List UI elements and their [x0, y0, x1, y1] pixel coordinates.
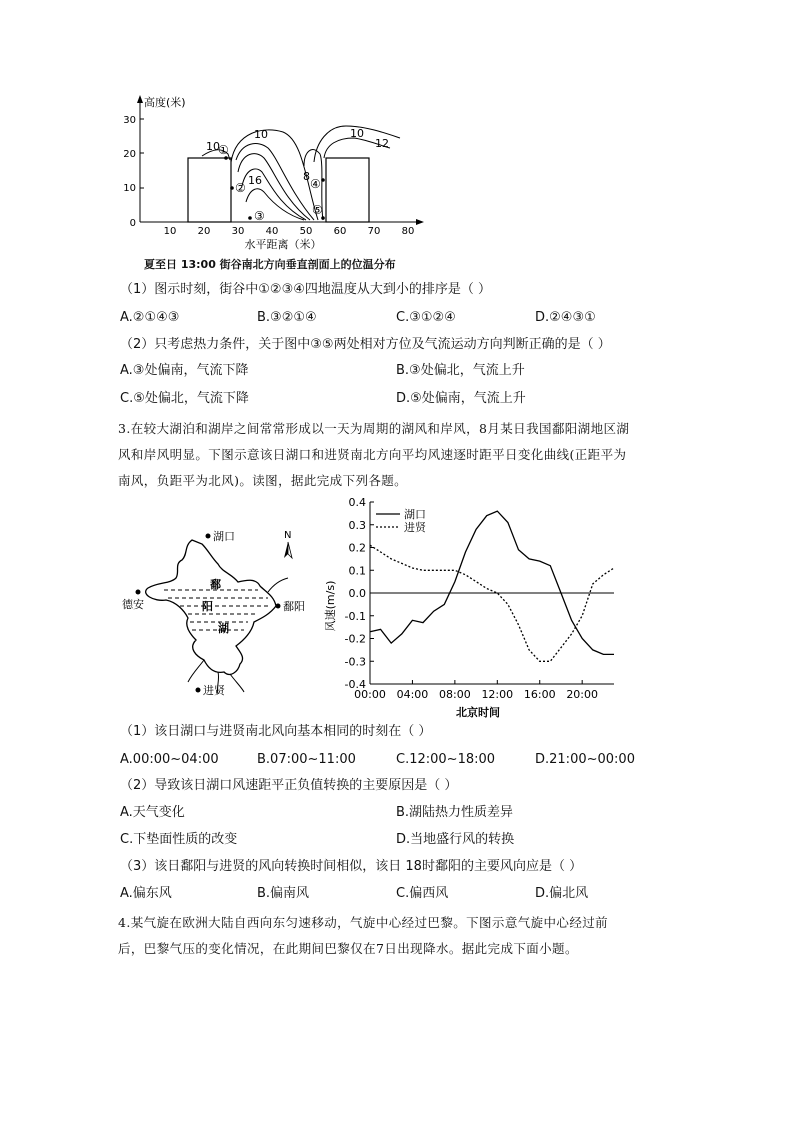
poyang-lake-map: [118, 522, 318, 702]
q3-intro-line: 风和岸风明显。下图示意该日湖口和进贤南北方向平均风速逐时距平日变化曲线(正距平为: [118, 447, 627, 462]
fig1-xtick: 70: [367, 226, 381, 237]
lake-char: 鄱: [210, 578, 221, 591]
fig1-xtick: 10: [163, 226, 177, 237]
q3-1-option-c[interactable]: C.12:00~18:00: [396, 752, 496, 767]
q3-2-stem: （2）导致该日湖口风速距平正负值转换的主要原因是（ ）: [120, 778, 458, 793]
chart-xtick-label: 04:00: [396, 688, 429, 701]
chart-xtick-label: 12:00: [481, 688, 514, 701]
north-label: N: [284, 530, 292, 541]
contour-label: 8: [303, 170, 310, 183]
chart-ytick-label: -0.2: [344, 632, 366, 646]
q3-3-option-c[interactable]: C.偏西风: [396, 886, 449, 901]
series-line-jinxian: [370, 545, 614, 661]
fig1-xtick: 20: [197, 226, 211, 237]
fig1-xtick: 40: [265, 226, 279, 237]
fig1-caption: 夏至日 13:00 街谷南北方向垂直剖面上的位温分布: [144, 258, 396, 271]
q3-3-option-a[interactable]: A.偏东风: [120, 886, 172, 901]
street-canyon-figure: [118, 92, 448, 250]
place-poyang: 鄱阳: [283, 600, 305, 613]
fig1-ytick: 10: [123, 183, 136, 194]
chart-ylabel: 风速(m/s): [324, 580, 337, 632]
chart-ytick-label: -0.4: [344, 678, 366, 691]
point-5: ⑤: [312, 203, 323, 217]
point-1: ①: [218, 143, 229, 157]
fig1-ytick: 0: [129, 218, 136, 229]
q2-2-option-d[interactable]: D.⑤处偏南，气流上升: [396, 391, 526, 406]
q4-intro-line: 后，巴黎气压的变化情况，在此期间巴黎仅在7日出现降水。据此完成下面小题。: [118, 941, 578, 956]
point-2: ②: [235, 181, 246, 195]
q3-1-stem: （1）该日湖口与进贤南北风向基本相同的时刻在（ ）: [120, 724, 432, 739]
q2-2-option-c[interactable]: C.⑤处偏北，气流下降: [120, 391, 249, 406]
q3-1-option-b[interactable]: B.07:00~11:00: [257, 752, 356, 767]
chart-ytick-label: 0.0: [348, 587, 366, 600]
contour-label: 12: [375, 137, 389, 150]
legend-label: 湖口: [404, 508, 426, 521]
north-arrow-icon: [284, 530, 292, 558]
q3-2-option-d[interactable]: D.当地盛行风的转换: [396, 832, 515, 847]
contour-label: 16: [248, 174, 262, 187]
place-dean: 德安: [122, 598, 144, 611]
q3-intro: [118, 416, 629, 494]
fig1-ytick: 20: [123, 149, 136, 160]
wind-speed-chart: [318, 492, 628, 724]
q3-2-option-c[interactable]: C.下垫面性质的改变: [120, 832, 238, 847]
building-right: [326, 158, 369, 222]
contour-label: 10: [350, 127, 364, 140]
fig1-xlabel: 水平距离（米）: [244, 238, 322, 250]
fig1-ylabel: 高度(米): [144, 96, 186, 109]
building-left: [188, 158, 231, 222]
chart-ytick-label: 0.2: [348, 541, 366, 555]
contour-label: 10: [254, 128, 268, 141]
chart-ytick-label: 0.3: [348, 518, 366, 532]
q4-intro-line: 4.某气旋在欧洲大陆自西向东匀速移动，气旋中心经过巴黎。下图示意气旋中心经过前: [118, 915, 609, 930]
q3-1-option-d[interactable]: D.21:00~00:00: [535, 752, 635, 767]
chart-ytick-label: 0.4: [348, 496, 366, 509]
lake-char: 湖: [218, 622, 229, 635]
point-4: ④: [310, 177, 321, 191]
chart-xtick-label: 16:00: [523, 688, 556, 701]
chart-xtick-label: 00:00: [354, 688, 386, 701]
fig1-xtick: 80: [401, 226, 415, 237]
q2-2-option-b[interactable]: B.③处偏北，气流上升: [396, 363, 525, 378]
q2-1-option-b[interactable]: B.③②①④: [257, 310, 317, 325]
point-3: ③: [254, 209, 265, 223]
q2-1-option-c[interactable]: C.③①②④: [396, 310, 456, 325]
chart-ytick-label: -0.1: [344, 609, 366, 623]
fig1-ytick: 30: [123, 115, 136, 126]
place-jinxian: 进贤: [203, 684, 225, 697]
q2-1-option-a[interactable]: A.②①④③: [120, 310, 180, 325]
chart-xtick-label: 20:00: [566, 688, 599, 701]
chart-xlabel: 北京时间: [456, 706, 500, 719]
q2-2-stem: （2）只考虑热力条件，关于图中③⑤两处相对方位及气流运动方向判断正确的是（ ）: [120, 337, 611, 352]
q3-1-option-a[interactable]: A.00:00~04:00: [120, 752, 219, 767]
q4-intro: [118, 910, 608, 962]
fig1-xtick: 60: [333, 226, 347, 237]
contour-label: 10: [206, 140, 220, 153]
legend-label: 进贤: [404, 521, 426, 534]
q3-3-option-b[interactable]: B.偏南风: [257, 886, 310, 901]
q3-2-option-b[interactable]: B.湖陆热力性质差异: [396, 805, 514, 820]
chart-xtick-label: 08:00: [439, 688, 471, 701]
q3-3-stem: （3）该日鄱阳与进贤的风向转换时间相似，该日 18时鄱阳的主要风向应是（ ）: [120, 859, 583, 874]
place-hukou: 湖口: [213, 530, 235, 543]
fig1-xtick: 50: [299, 226, 313, 237]
q3-2-option-a[interactable]: A.天气变化: [120, 805, 185, 820]
q3-intro-line: 3.在较大湖泊和湖岸之间常常形成以一天为周期的湖风和岸风，8月某日我国鄱阳湖地区湖: [118, 421, 630, 436]
q2-1-stem: （1）图示时刻，街谷中①②③④四地温度从大到小的排序是（ ）: [120, 282, 492, 297]
chart-ytick-label: -0.3: [344, 655, 366, 669]
fig1-xtick: 30: [231, 226, 245, 237]
q2-2-option-a[interactable]: A.③处偏南，气流下降: [120, 363, 249, 378]
lake-char: 阳: [202, 600, 213, 613]
q3-3-option-d[interactable]: D.偏北风: [535, 886, 589, 901]
q2-1-option-d[interactable]: D.②④③①: [535, 310, 596, 325]
chart-ytick-label: 0.1: [348, 564, 366, 578]
q3-intro-line: 南风，负距平为北风)。读图，据此完成下列各题。: [118, 473, 408, 488]
contour-lines: [202, 126, 400, 220]
